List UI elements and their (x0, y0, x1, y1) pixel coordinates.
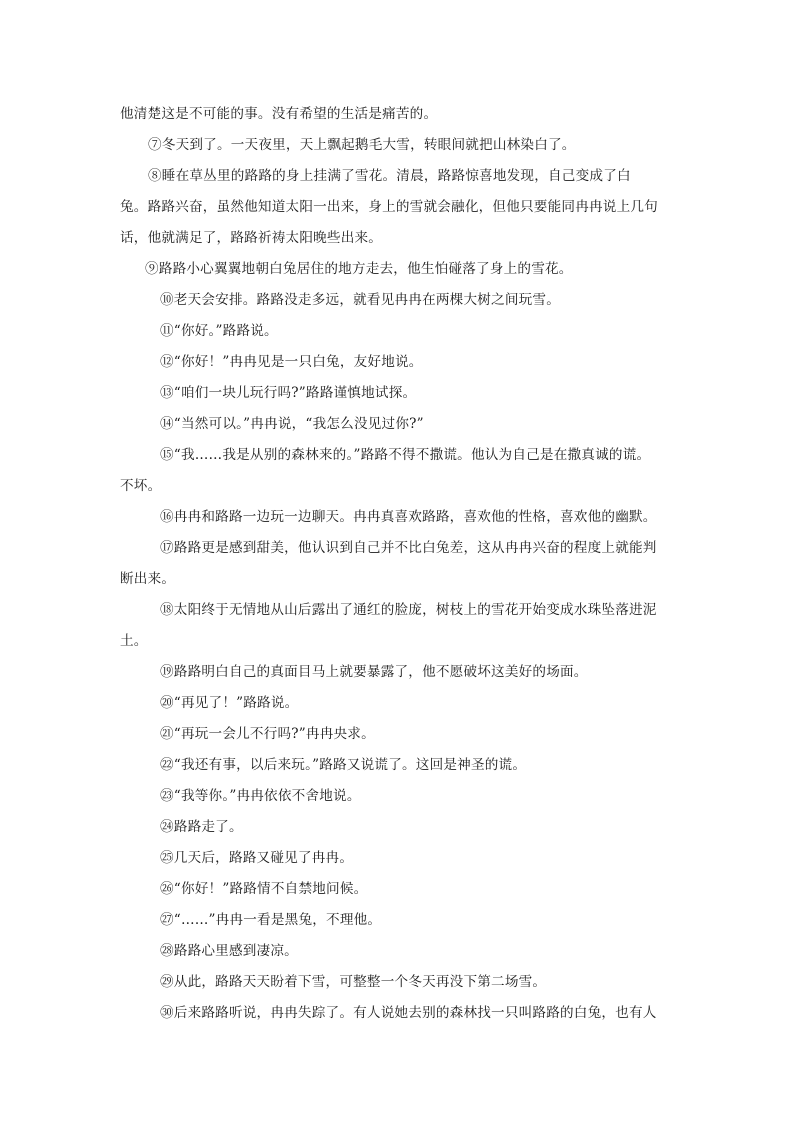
text-line: 他清楚这是不可能的事。没有希望的生活是痛苦的。 (120, 106, 438, 122)
text-line: ㉕几天后，路路又碰见了冉冉。 (160, 850, 354, 866)
text-line: ㉑“再玩一会儿不行吗?”冉冉央求。 (160, 726, 375, 742)
text-line: ⑧睡在草丛里的路路的身上挂满了雪花。清晨，路路惊喜地发现，自己变成了白 (148, 168, 631, 184)
text-line: ⑮“我……我是从别的森林来的。”路路不得不撒谎。他认为自己是在撒真诚的谎。 (160, 447, 651, 463)
text-line: 土。 (120, 633, 148, 649)
text-line: ㉙从此，路路天天盼着下雪，可整整一个冬天再没下第二场雪。 (160, 974, 547, 990)
text-line: ㉗“……”冉冉一看是黑兔，不理他。 (160, 912, 382, 928)
text-line: ㉚后来路路听说，冉冉失踪了。有人说她去别的森林找一只叫路路的白兔，也有人 (160, 1005, 657, 1021)
text-line: ㉔路路走了。 (160, 819, 243, 835)
text-line: ⑯冉冉和路路一边玩一边聊天。冉冉真喜欢路路，喜欢他的性格，喜欢他的幽默。 (160, 509, 657, 525)
text-line: ⑱太阳终于无情地从山后露出了通红的脸庞，树枝上的雪花开始变成水珠坠落进泥 (160, 602, 657, 618)
text-line: 断出来。 (120, 571, 176, 587)
text-line: ⑳“再见了！”路路说。 (160, 695, 299, 711)
text-line: ㉒“我还有事，以后来玩。”路路又说谎了。这回是神圣的谎。 (160, 757, 527, 773)
text-line: ⑨路路小心翼翼地朝白兔居住的地方走去，他生怕碰落了身上的雪花。 (145, 261, 573, 277)
text-line: ⑲路路明白自己的真面目马上就要暴露了，他不愿破坏这美好的场面。 (160, 664, 588, 680)
text-line: ⑫“你好！”冉冉见是一只白兔，友好地说。 (160, 354, 423, 370)
text-line: ⑪“你好。”路路说。 (160, 323, 278, 339)
text-line: 兔。路路兴奋，虽然他知道太阳一出来，身上的雪就会融化，但他只要能同冉冉说上几句 (120, 199, 658, 215)
text-line: ⑭“当然可以。”冉冉说，“我怎么没见过你?” (160, 416, 424, 432)
text-line: 不坏。 (120, 478, 162, 494)
text-line: ⑩老天会安排。路路没走多远，就看见冉冉在两棵大树之间玩雪。 (160, 292, 561, 308)
text-line: ㉓“我等你。”冉冉依依不舍地说。 (160, 788, 361, 804)
text-line: ㉖“你好！”路路情不自禁地问候。 (160, 881, 368, 897)
text-line: ⑬“咱们一块儿玩行吗?”路路谨慎地试探。 (160, 385, 417, 401)
text-line: ⑦冬天到了。一天夜里，天上飘起鹅毛大雪，转眼间就把山林染白了。 (148, 137, 576, 153)
text-line: ⑰路路更是感到甜美，他认识到自己并不比白兔差，这从冉冉兴奋的程度上就能判 (160, 540, 657, 556)
text-line: 话，他就满足了，路路祈祷太阳晚些出来。 (120, 230, 383, 246)
text-line: ㉘路路心里感到凄凉。 (160, 943, 298, 959)
